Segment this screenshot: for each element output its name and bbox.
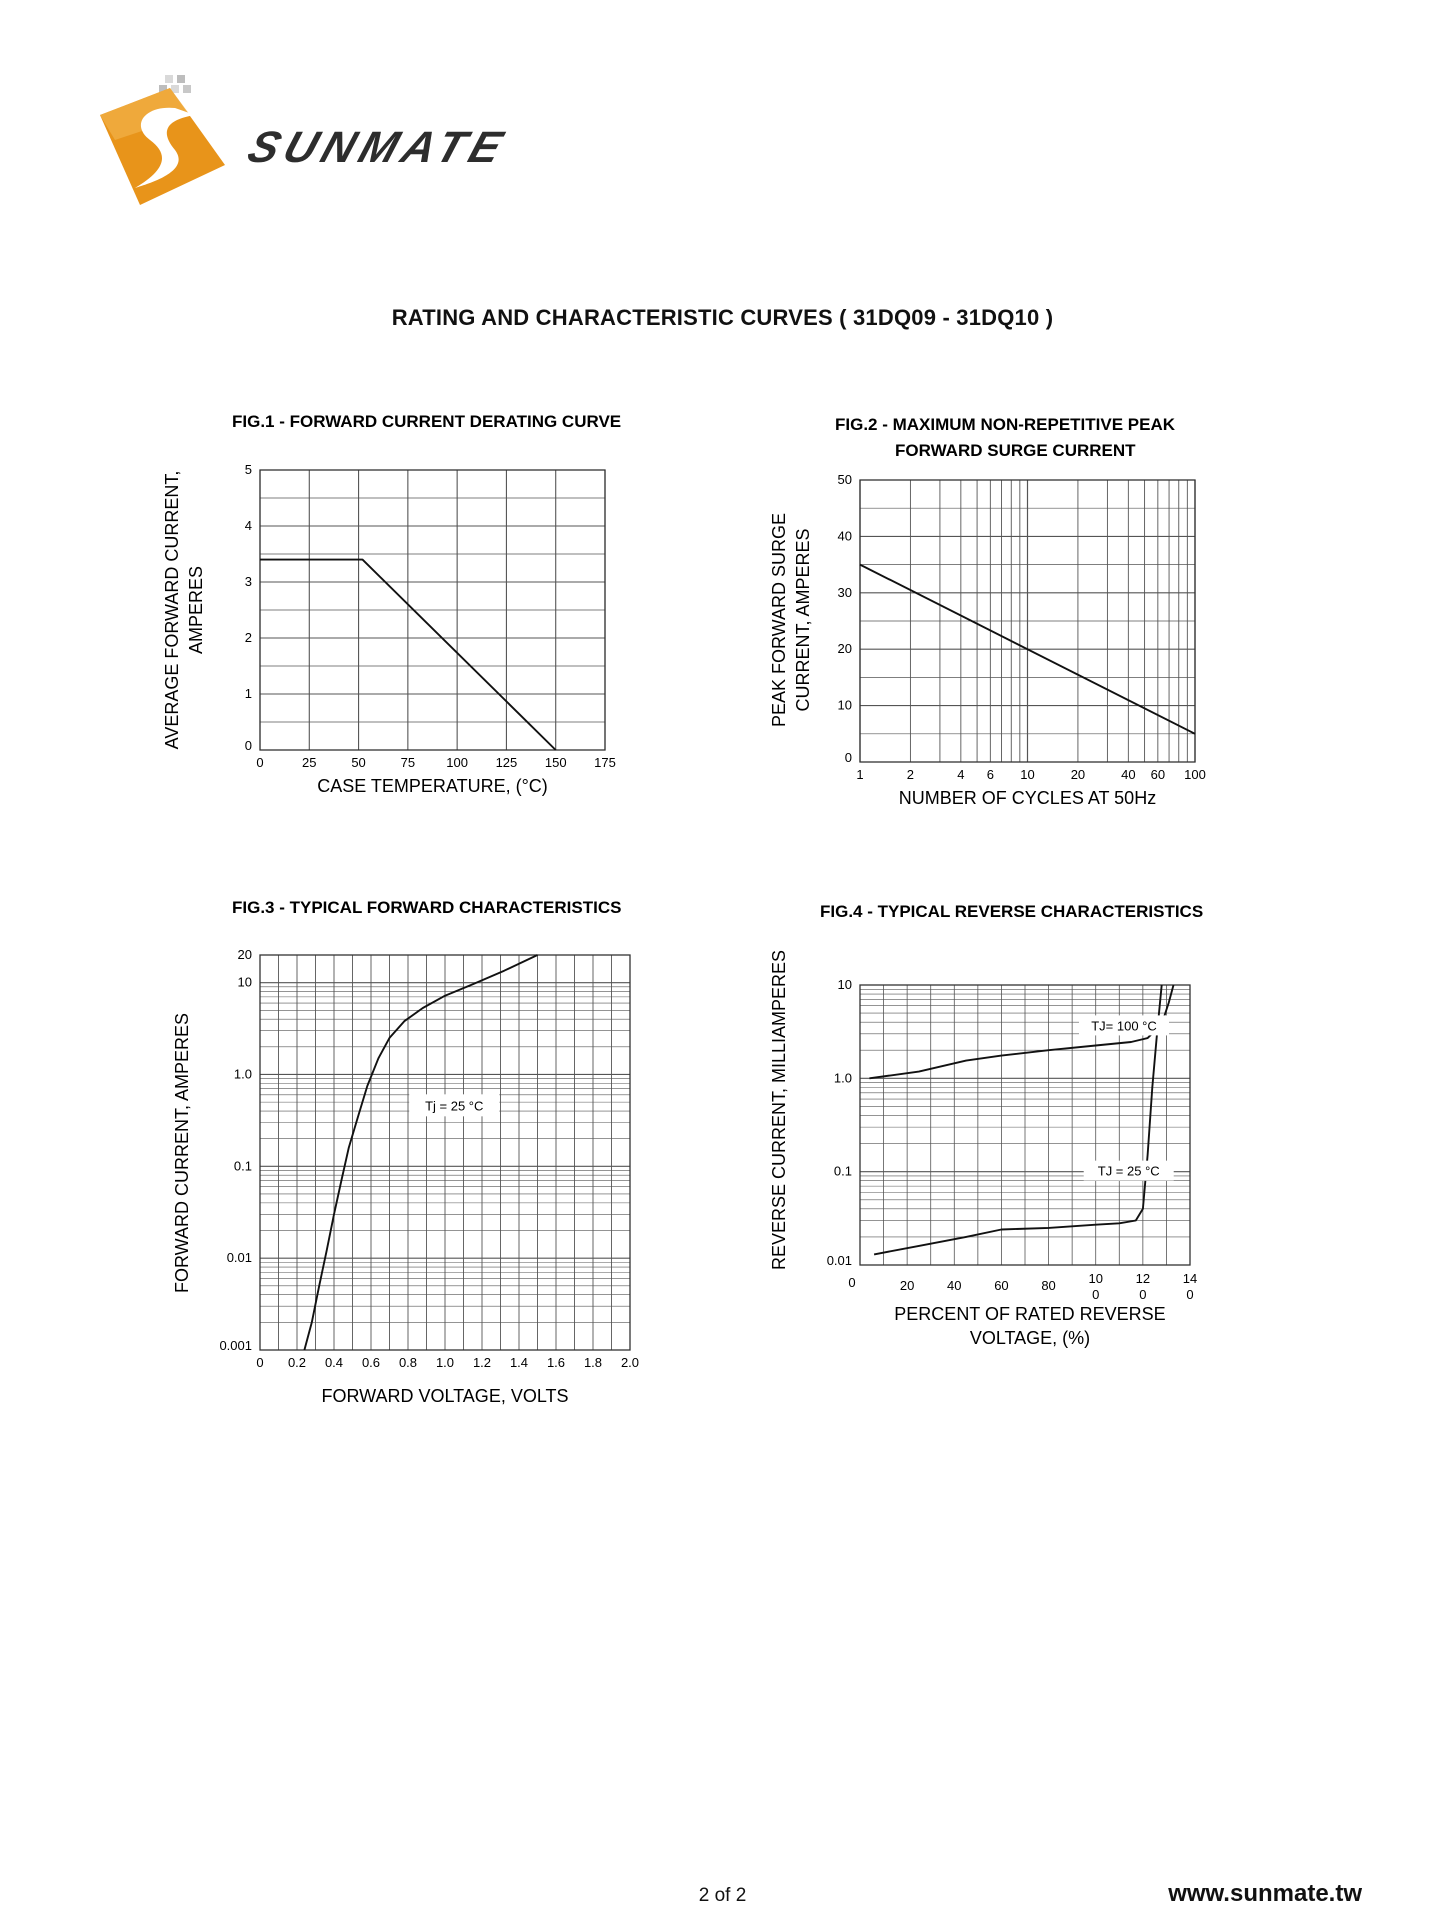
y-tick-label: 5 [244, 462, 252, 477]
x-tick-label: 2.0 [620, 1355, 640, 1370]
y-axis-label: AVERAGE FORWARD CURRENT, [162, 470, 182, 750]
x-tick-label: 75 [400, 755, 416, 770]
series-label: TJ= 100 °C [1091, 1018, 1157, 1034]
x-tick-label: 6 [986, 767, 994, 782]
x-tick-label: 60 [994, 1278, 1009, 1293]
website-url: www.sunmate.tw [1168, 1880, 1362, 1907]
y-tick-label: 0 [244, 738, 252, 753]
grid-lines [260, 955, 630, 1350]
page-number: 2 of 2 [698, 1885, 747, 1906]
y-tick-label: 20 [837, 641, 852, 657]
y-axis-label: PEAK FORWARD SURGE [769, 512, 789, 728]
grid-lines [260, 470, 605, 750]
y-tick-label: 1.0 [833, 1070, 852, 1086]
chart-title: FIG.2 - MAXIMUM NON-REPETITIVE PEAK [835, 415, 1176, 434]
y-tick-label: 0.01 [826, 1253, 852, 1268]
y-tick-label: 50 [837, 472, 852, 487]
logo-wordmark: SUNMATE [241, 122, 515, 172]
x-tick-label: 0 [1092, 1287, 1100, 1302]
fig1-chart [150, 405, 690, 835]
y-tick-label: 30 [837, 584, 852, 600]
x-tick-label: 1.8 [583, 1355, 603, 1370]
x-tick-label: 2 [906, 767, 915, 782]
x-tick-label: 20 [899, 1278, 915, 1293]
x-tick-label: 0 [256, 755, 264, 770]
chart-title: FIG.4 - TYPICAL REVERSE CHARACTERISTICS [820, 902, 1204, 921]
y-tick-label: 0.01 [226, 1250, 252, 1266]
y-tick-label: 1 [244, 686, 252, 701]
y-tick-label: 2 [244, 630, 252, 645]
x-tick-label: 1 [856, 767, 864, 782]
x-tick-label: 10 [1088, 1271, 1103, 1286]
y-tick-label: 0.1 [833, 1163, 852, 1179]
x-tick-label: 10 [1020, 767, 1035, 782]
chart-title: FIG.3 - TYPICAL FORWARD CHARACTERISTICS [232, 898, 622, 917]
y-tick-label: 10 [837, 977, 852, 992]
x-tick-label: 1.2 [472, 1355, 492, 1370]
x-tick-label: 1.6 [546, 1355, 566, 1370]
x-tick-label: 40 [1121, 767, 1136, 782]
x-tick-label: 60 [1150, 767, 1166, 782]
series-line [304, 955, 537, 1350]
y-tick-label: 10 [237, 974, 252, 990]
chart-title: FORWARD SURGE CURRENT [895, 441, 1136, 460]
y-tick-label: 1.0 [233, 1066, 252, 1082]
x-tick-label: 1.0 [435, 1355, 455, 1370]
x-tick-label: 0.8 [398, 1355, 418, 1370]
x-tick-label: 50 [351, 755, 366, 770]
y-axis-label: CURRENT, AMPERES [793, 528, 813, 712]
x-tick-label: 80 [1041, 1278, 1056, 1293]
x-tick-label: 20 [1070, 767, 1086, 782]
fig3-chart [150, 895, 690, 1435]
x-tick-label: 0 [256, 1355, 264, 1370]
y-tick-label: 10 [837, 697, 852, 713]
x-tick-label: 12 [1135, 1271, 1151, 1286]
document-title: RATING AND CHARACTERISTIC CURVES ( 31DQ09 - 31DQ10 ) [391, 305, 1054, 330]
x-tick-label: 1.4 [509, 1355, 529, 1370]
x-axis-label: PERCENT OF RATED REVERSE [894, 1304, 1166, 1324]
series-label: TJ = 25 °C [1097, 1163, 1160, 1179]
x-tick-label: 150 [544, 755, 567, 770]
x-axis-label: VOLTAGE, (%) [969, 1328, 1091, 1348]
y-tick-label: 0.1 [233, 1158, 252, 1174]
x-tick-label: 0.2 [287, 1355, 307, 1370]
grid-lines [860, 480, 1195, 762]
y-axis-label: FORWARD CURRENT, AMPERES [172, 1012, 192, 1294]
x-tick-label: 14 [1182, 1271, 1198, 1286]
annotation-label: Tj = 25 °C [425, 1098, 484, 1114]
x-tick-label: 175 [594, 755, 616, 770]
y-tick-label: 40 [837, 528, 852, 544]
x-axis-label: NUMBER OF CYCLES AT 50Hz [898, 788, 1157, 808]
sunmate-logo [95, 70, 545, 210]
x-tick-label: 125 [495, 755, 518, 770]
x-tick-label: 0 [848, 1275, 856, 1290]
chart-title: FIG.1 - FORWARD CURRENT DERATING CURVE [232, 412, 622, 431]
y-tick-label: 0 [844, 750, 852, 765]
x-tick-label: 4 [957, 767, 965, 782]
x-tick-label: 40 [947, 1278, 962, 1293]
fig2-chart [760, 405, 1320, 835]
y-tick-label: 4 [244, 518, 252, 533]
y-tick-label: 3 [244, 574, 252, 589]
x-tick-label: 100 [446, 755, 468, 770]
y-axis-label: REVERSE CURRENT, MILLIAMPERES [769, 949, 789, 1271]
x-tick-label: 0.4 [324, 1355, 344, 1370]
x-tick-label: 0 [1139, 1287, 1147, 1302]
x-axis-label: CASE TEMPERATURE, (°C) [317, 776, 548, 796]
y-tick-label: 20 [237, 947, 252, 962]
x-axis-label: FORWARD VOLTAGE, VOLTS [321, 1386, 569, 1406]
x-tick-label: 0 [1186, 1287, 1194, 1302]
fig4-chart [760, 895, 1320, 1375]
x-tick-label: 0.6 [361, 1355, 381, 1370]
x-tick-label: 100 [1184, 767, 1206, 782]
x-tick-label: 25 [302, 755, 317, 770]
y-axis-label: AMPERES [186, 565, 206, 655]
y-tick-label: 0.001 [219, 1338, 252, 1353]
